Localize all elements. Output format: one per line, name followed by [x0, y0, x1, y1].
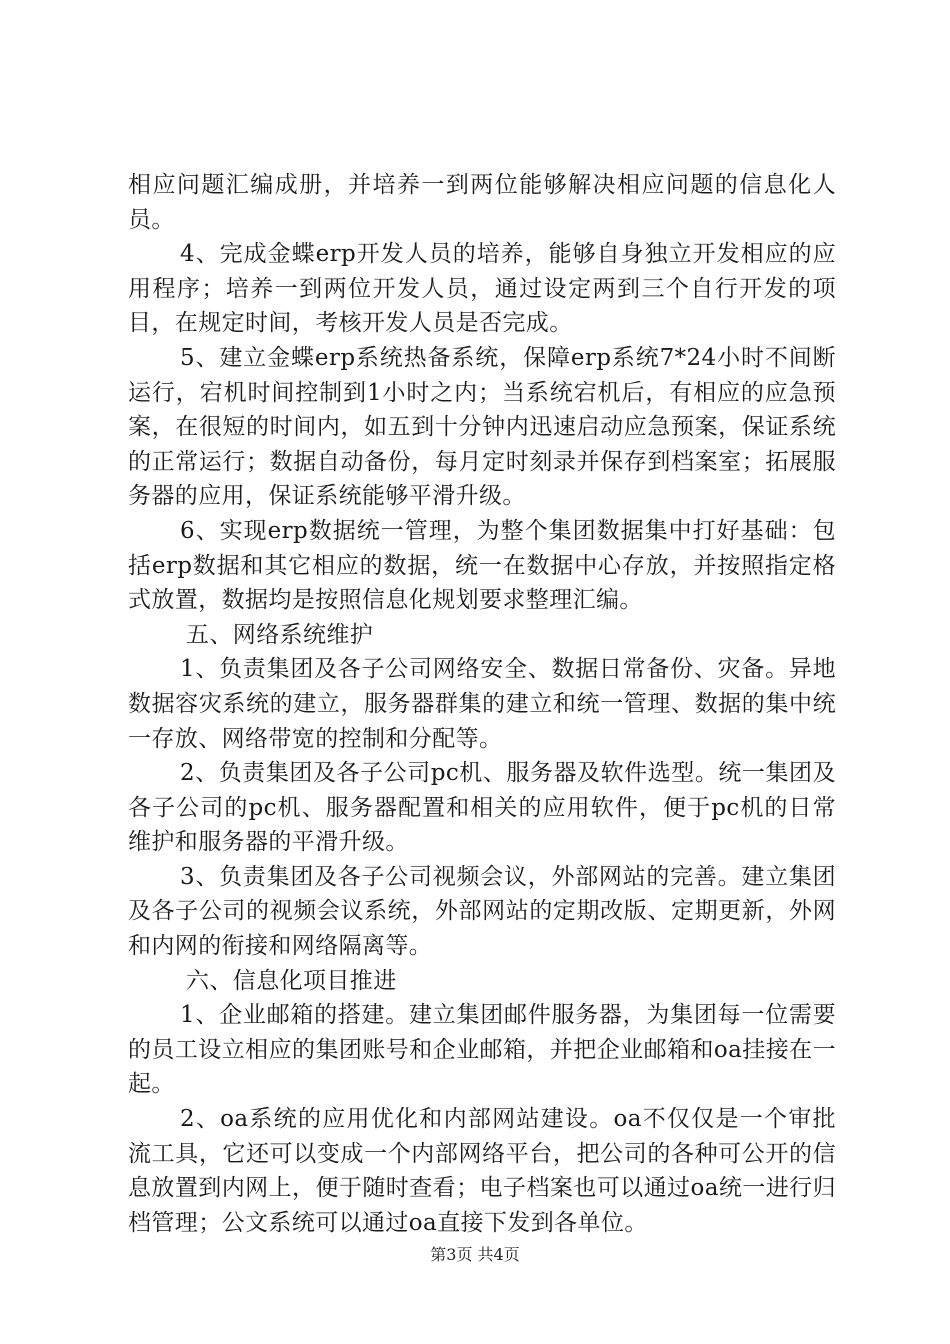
paragraph-continuation: 相应问题汇编成册，并培养一到两位能够解决相应问题的信息化人员。	[128, 172, 836, 233]
page-number-label: 第3页 共4页	[430, 1245, 520, 1264]
paragraph-item-erp-developers: 4、完成金蝶erp开发人员的培养，能够自身独立开发相应的应用程序；培养一到两位开发人员，通过设定两到三个自行开发的项目，在规定时间，考核开发人员是否完成。	[128, 241, 836, 337]
page-footer	[0, 1242, 950, 1265]
paragraph-item-erp-data-management: 6、实现erp数据统一管理，为整个集团数据集中打好基础：包括erp数据和其它相应的数据，统一在数据中心存放，并按照指定格式放置，数据均是按照信息化规划要求整理汇编。	[128, 517, 836, 614]
paragraph-item-pc-server-selection: 2、负责集团及各子公司pc机、服务器及软件选型。统一集团及各子公司的pc机、服务器配置和相关的应用软件，便于pc机的日常维护和服务器的平滑升级。	[128, 760, 836, 856]
paragraph-item-erp-hot-backup: 5、建立金蝶erp系统热备系统，保障erp系统7*24小时不间断运行，宕机时间控制到1小时之内；当系统宕机后，有相应的应急预案，在很短的时间内，如五到十分钟内迅速启动应急预案，保证系统的正常运行；数据自动备份，每月定时刻录并保存到档案室；拓展服务器的应用，保证系统能够平滑升级。	[128, 344, 836, 510]
paragraph-item-network-security: 1、负责集团及各子公司网络安全、数据日常备份、灾备。异地数据容灾系统的建立，服务器群集的建立和统一管理、数据的集中统一存放、网络带宽的控制和分配等。	[128, 656, 836, 752]
paragraph-item-video-conference: 3、负责集团及各子公司视频会议，外部网站的完善。建立集团及各子公司的视频会议系统，外部网站的定期改版、定期更新，外网和内网的衔接和网络隔离等。	[128, 863, 836, 960]
section-heading-network-maintenance: 五、网络系统维护	[186, 621, 374, 648]
document-body	[128, 168, 836, 1240]
paragraph-item-enterprise-mail: 1、企业邮箱的搭建。建立集团邮件服务器，为集团每一位需要的员工设立相应的集团账号和企业邮箱，并把企业邮箱和oa挂接在一起。	[128, 1002, 836, 1098]
section-heading-it-projects: 六、信息化项目推进	[186, 967, 397, 994]
paragraph-item-oa-system: 2、oa系统的应用优化和内部网站建设。oa不仅仅是一个审批流工具，它还可以变成一个内部网络平台，把公司的各种可公开的信息放置到内网上，便于随时查看；电子档案也可以通过oa统一进行归档管理；公文系统可以通过oa直接下发到各单位。	[128, 1106, 836, 1236]
